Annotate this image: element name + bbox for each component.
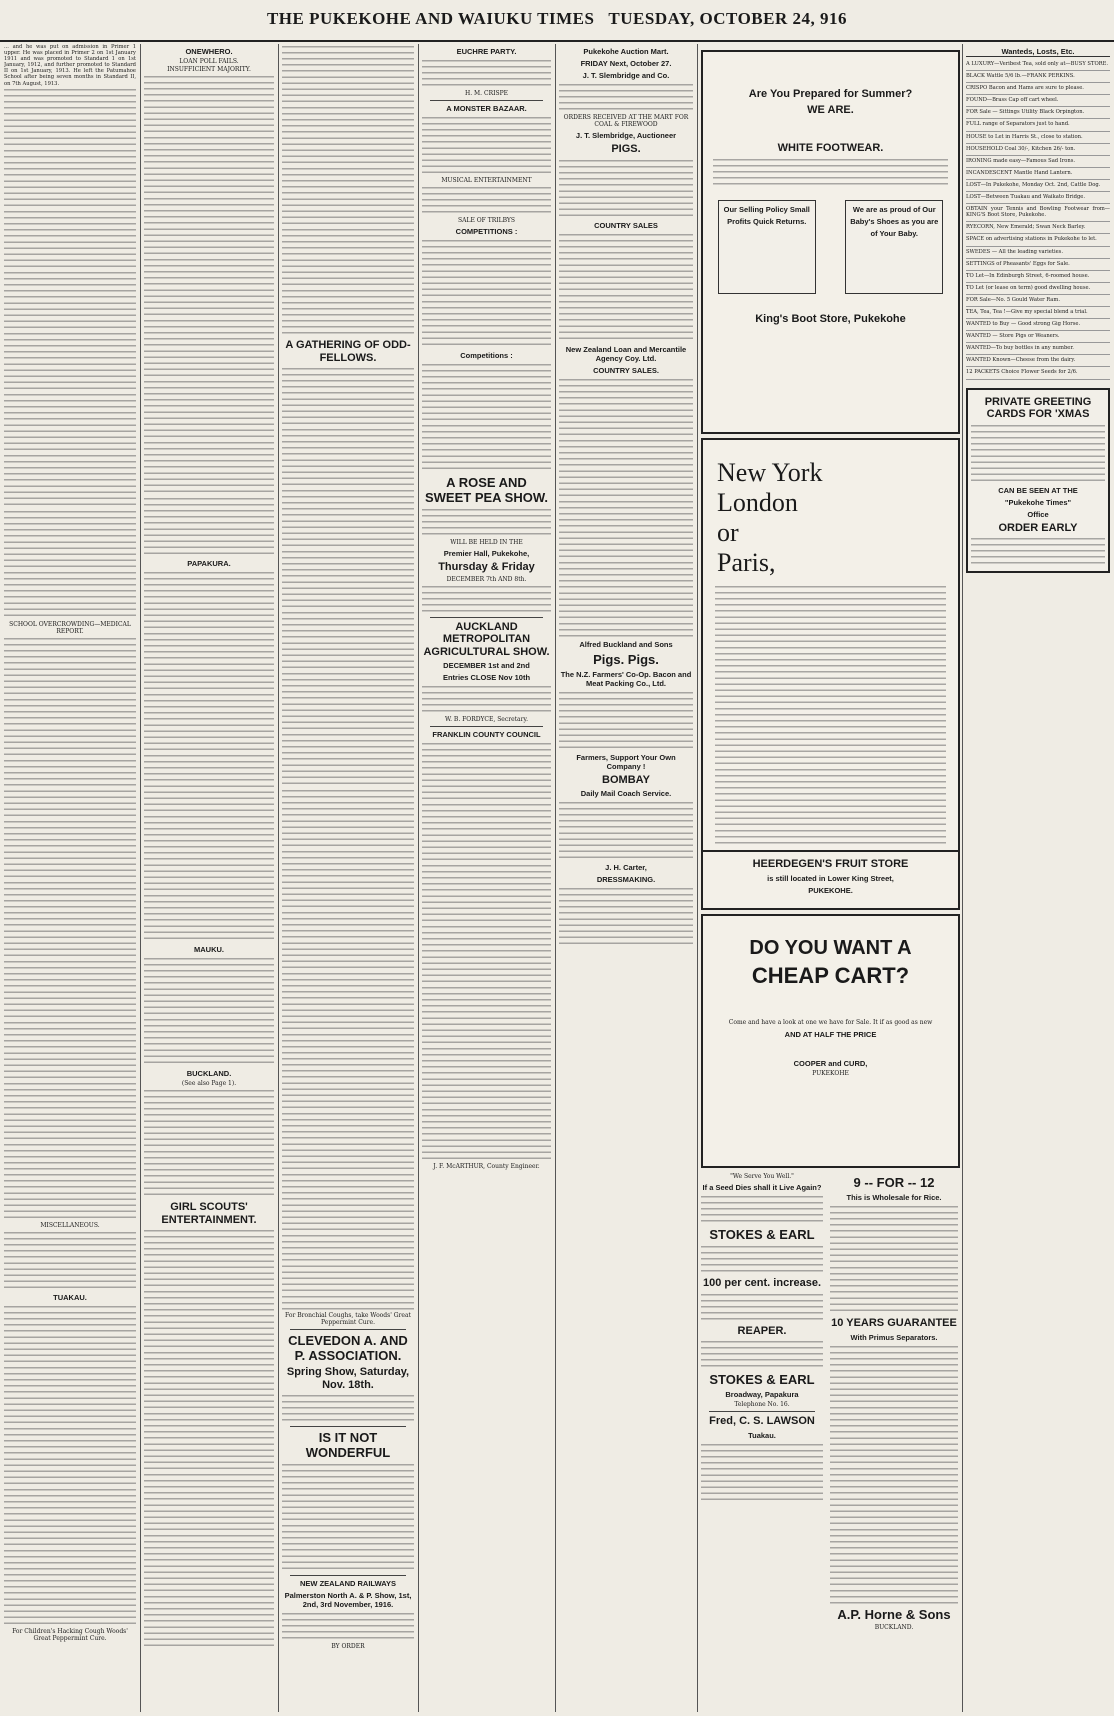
heading-london: London (717, 488, 798, 517)
list-item: WANTED — Store Pigs or Weaners. (966, 331, 1110, 343)
ad-body-lines (559, 690, 693, 750)
ad-subheading: MUSICAL ENTERTAINMENT (441, 177, 532, 184)
wonderful-heading: IS IT NOT WONDERFUL (305, 1430, 391, 1461)
ad-subheading: ORDERS RECEIVED AT THE MART FOR COAL & FIREWOOD (563, 114, 689, 128)
ad-subheading: J. H. Carter, (605, 863, 647, 872)
column-rule (418, 44, 419, 1712)
list-item: HOUSE to Let in Harris St., close to station. (966, 132, 1110, 144)
article-heading: MAUKU. (194, 945, 224, 954)
list-item: 12 PACKETS Choice Flower Seeds for 2/6. (966, 367, 1110, 379)
ad-body-lines (422, 238, 551, 348)
article-body-lines (4, 1160, 136, 1220)
ad-subheading: FRIDAY Next, October 27. (580, 59, 672, 68)
ad-body-lines (559, 82, 693, 112)
article-body-lines (144, 956, 274, 1066)
article-subheading: (See also Page 1). (181, 1080, 237, 1087)
ad-body-lines (559, 886, 693, 946)
ad-body-lines (422, 185, 551, 215)
divider (430, 726, 543, 727)
agricultural-show-heading: AUCKLAND METROPOLITAN AGRICULTURAL SHOW. (423, 620, 550, 658)
wholesale-line: This is Wholesale for Rice. (846, 1193, 942, 1202)
ad-body-lines (422, 584, 551, 614)
article-body-lines (282, 1050, 414, 1310)
selling-policy-box: Our Selling Policy Small Profits Quick Returns. (718, 200, 816, 294)
ad-body-lines (422, 684, 551, 714)
newspaper-title (0, 9, 1114, 29)
ad-subheading: Farmers, Support Your Own Company ! (576, 752, 676, 771)
cart-price: AND AT HALF THE PRICE (784, 1030, 877, 1039)
cough-cure-ad: For Bronchial Coughs, take Woods' Great Peppermint Cure. (285, 1312, 411, 1327)
heerdegen-fruit-store-ad (701, 438, 960, 910)
cough-cure-ad: For Children's Hacking Cough Woods' Great Peppermint Cure. (12, 1627, 128, 1642)
column-5 (559, 44, 693, 1712)
list-item: SWEDES — All the leading varieties. (966, 247, 1110, 259)
article-body-lines (282, 44, 414, 304)
ad-signature: H. M. CRISPE (464, 90, 508, 97)
article-body-lines (144, 74, 274, 494)
list-item: WANTED Known—Cheese from the dairy. (966, 355, 1110, 367)
masthead (0, 0, 1114, 42)
column-rule (555, 44, 556, 1712)
fruit-store-town: PUKEKOHE. (808, 885, 853, 895)
cart-heading-2: CHEAP CART? (751, 963, 910, 988)
masthead-day: TUESDAY, (608, 9, 695, 28)
article-body-lines (4, 1566, 136, 1626)
article-body-lines (144, 832, 274, 942)
cart-town: PUKEKOHE (812, 1070, 849, 1077)
list-item: LOST—In Pukekohe, Monday Oct. 2nd, Cattle Dog. (966, 180, 1110, 192)
wanteds-heading: Wanteds, Losts, Etc. (966, 47, 1110, 57)
ad-heading: EUCHRE PARTY. (456, 47, 517, 56)
ad-subheading: PIGS. (611, 143, 641, 155)
article-subheading: INSUFFICIENT MAJORITY. (167, 66, 251, 73)
railways-signature: BY ORDER (331, 1643, 365, 1651)
xmas-order-early: ORDER EARLY (998, 521, 1078, 534)
ad-subheading: DECEMBER 7th AND 8th. (446, 575, 527, 583)
horne-sons-name: A.P. Horne & Sons (837, 1606, 951, 1622)
list-item: A LUXURY—Veribest Tea, sold only at—BUSY STORE. (966, 59, 1110, 71)
clevedon-title: CLEVEDON A. AND P. ASSOCIATION. (288, 1333, 408, 1364)
kings-boot-store-ad (701, 50, 960, 434)
lawson-town: Tuakau. (748, 1430, 776, 1440)
article-body-lines (144, 1228, 274, 1648)
ad-body-lines (559, 377, 693, 637)
article-body-lines (144, 570, 274, 830)
article-body-lines (4, 1304, 136, 1564)
article-body-lines (282, 366, 414, 786)
store-name: King's Boot Store, Pukekohe (755, 312, 906, 325)
cart-heading-1: DO YOU WANT A (749, 937, 912, 959)
ad-subheading: DECEMBER 1st and 2nd (443, 661, 530, 670)
stokes-earl-ad (701, 1172, 823, 1712)
divider (430, 617, 543, 618)
stokes-increase: 100 per cent. increase. (702, 1277, 821, 1289)
guarantee-heading: 10 YEARS GUARANTEE (831, 1317, 957, 1329)
ad-subheading: BOMBAY (602, 773, 650, 786)
article-body-lines (282, 306, 414, 336)
wanteds-column (966, 44, 1110, 1712)
list-item: TO Let (or lease on term) good dwelling house. (966, 283, 1110, 295)
stokes-question: If a Seed Dies shall it Live Again? (702, 1183, 822, 1192)
tender-body-lines (422, 741, 551, 1161)
cart-seller: COOPER and CURD, (793, 1059, 868, 1068)
ad-subheading: WILL BE HELD IN THE (450, 539, 523, 546)
xmas-heading: PRIVATE GREETING CARDS FOR 'XMAS (984, 395, 1092, 421)
fruit-store-location: is still located in Lower King Street, (767, 873, 894, 883)
stokes-phone: Telephone No. 16. (734, 1401, 790, 1408)
ad-body-lines (701, 1292, 823, 1322)
article-text: ... and he was put on admission in Primer 1 upper. He was placed in Primer 2 on 1st January 1911 and was promoted to Standard 1 on 1st January, 1912, and further promoted to Standard II on 1st January, 1913. He left the Patumahoe School after being seven months in Standard II, on 7th August, 1913. (4, 44, 136, 87)
ad-subheading: The N.Z. Farmers' Co-Op. Bacon and Meat Packing Co., Ltd. (560, 669, 692, 688)
masthead-year: 916 (820, 9, 848, 28)
cart-body: Come and have a look at one we have for Sale. It if as good as new (728, 1019, 933, 1026)
list-item: WANTED to Buy — Good strong Gig Horse. (966, 319, 1110, 331)
article-subheading: MISCELLANEOUS. (40, 1221, 100, 1229)
nine-for-twelve: 9 -- FOR -- 12 (853, 1175, 935, 1190)
council-heading: FRANKLIN COUNTY COUNCIL (432, 730, 541, 739)
ad-body-lines (830, 1344, 958, 1604)
xmas-seen-at: CAN BE SEEN AT THE (998, 485, 1078, 495)
list-item: OBTAIN your Tennis and Bowling Footwear from—KING'S Boot Store, Pukekohe. (966, 204, 1110, 222)
xmas-office-name: "Pukekohe Times" (1004, 497, 1072, 507)
list-item: WANTED—To buy bottles in any number. (966, 343, 1110, 355)
heading-or: or (717, 518, 739, 547)
ad-body-lines (559, 232, 693, 342)
ad-body-lines (422, 58, 551, 88)
divider (290, 1575, 406, 1576)
ad-body-lines (559, 158, 693, 218)
ad-subheading: Competitions : (460, 351, 513, 360)
ad-subheading: COUNTRY SALES (594, 220, 658, 230)
list-item: LOST—Between Tuakau and Waikato Bridge. (966, 192, 1110, 204)
cheap-cart-ad (701, 914, 960, 1168)
stokes-name-2: STOKES & EARL (709, 1372, 815, 1387)
article-heading: A GATHERING OF ODD-FELLOWS. (285, 339, 411, 364)
article-body-lines (4, 1230, 136, 1290)
list-item: TO Let—In Edinburgh Street, 6-roomed house. (966, 271, 1110, 283)
heading-paris: Paris, (717, 548, 776, 577)
article-body-lines (4, 636, 136, 896)
ad-subheading: COUNTRY SALES. (593, 365, 659, 375)
ad-body-lines (559, 800, 693, 860)
ad-body-lines (422, 507, 551, 537)
divider (290, 1426, 406, 1427)
summer-answer: WE ARE. (807, 103, 854, 116)
list-item: RYECORN, New Emerald; Swan Neck Barley. (966, 222, 1110, 234)
ad-subheading: J. T. Slembridge and Co. (582, 71, 670, 80)
article-subheading: LOAN POLL FAILS. (179, 58, 239, 65)
baby-shoes-box: We are as proud of Our Baby's Shoes as you are of Your Baby. (845, 200, 943, 294)
column-1 (4, 44, 136, 1712)
article-body-lines (282, 788, 414, 1048)
divider (709, 1411, 815, 1412)
ad-body-lines (971, 423, 1105, 483)
list-item: TEA, Tea, Tea !—Give my special blend a trial. (966, 307, 1110, 319)
pigs-heading: Pigs. Pigs. (593, 651, 659, 667)
list-item: FOUND—Brass Cap off cart wheel. (966, 95, 1110, 107)
masthead-title: THE PUKEKOHE AND WAIUKU TIMES (266, 9, 595, 28)
article-heading: ONEWHERO. (185, 47, 233, 56)
list-item: FOR Sale — Sittings Utility Black Orpington. (966, 107, 1110, 119)
fruit-store-name: HEERDEGEN'S FRUIT STORE (703, 850, 958, 871)
ad-subheading: J. T. Slembridge, Auctioneer (575, 131, 677, 140)
column-3 (282, 44, 414, 1712)
article-heading: PAPAKURA. (187, 559, 231, 568)
ad-body-lines (701, 1339, 823, 1369)
rose-show-heading: A ROSE AND SWEET PEA SHOW. (424, 475, 549, 505)
list-item: IRONING made easy—Famous Sad Irons. (966, 156, 1110, 168)
column-rule (962, 44, 963, 1712)
article-subheading: SCHOOL OVERCROWDING—MEDICAL REPORT. (9, 620, 131, 635)
masthead-date: OCTOBER 24, (699, 9, 816, 28)
ad-subheading: Alfred Buckland and Sons (579, 639, 673, 649)
column-rule (140, 44, 141, 1712)
article-heading: TUAKAU. (53, 1292, 87, 1302)
list-item: HOUSEHOLD Coal 30/-, Kitchen 26/- ton. (966, 144, 1110, 156)
xmas-office: Office (1027, 509, 1049, 519)
article-body-lines (282, 1462, 414, 1572)
ad-subheading: Entries CLOSE Nov 10th (442, 673, 531, 682)
article-body-lines (4, 87, 136, 507)
lawson-name: Fred, C. S. LAWSON (709, 1415, 815, 1427)
white-footwear: WHITE FOOTWEAR. (777, 142, 884, 154)
divider (290, 1329, 406, 1330)
list-item: BLACK Wattle 5/6 lb.—FRANK PERKINS. (966, 71, 1110, 83)
ad-body-lines (971, 536, 1105, 566)
list-item: FOR Sale—No. 5 Gould Water Ram. (966, 295, 1110, 307)
article-body-lines (4, 509, 136, 619)
article-body-lines (144, 1088, 274, 1198)
ad-body-lines (713, 157, 948, 187)
column-4 (422, 44, 551, 1712)
divider (430, 100, 543, 101)
ad-subheading: Daily Mail Coach Service. (580, 789, 672, 798)
xmas-cards-ad (966, 388, 1110, 574)
ad-subheading: SALE OF TRILBYS (458, 217, 515, 224)
stokes-name: STOKES & EARL (709, 1227, 815, 1242)
article-body-lines (4, 898, 136, 1158)
clevedon-show: Spring Show, Saturday, Nov. 18th. (286, 1366, 410, 1391)
stokes-reaper: REAPER. (737, 1324, 787, 1337)
separators-line: With Primus Separators. (850, 1332, 938, 1342)
railways-heading: NEW ZEALAND RAILWAYS (300, 1579, 396, 1589)
stokes-slogan: "We Serve You Well." (730, 1173, 794, 1180)
article-heading: BUCKLAND. (186, 1069, 232, 1078)
article-body-lines (144, 496, 274, 556)
heading-new-york: New York (717, 458, 823, 487)
article-body-lines (282, 1611, 414, 1641)
ad-subheading: DRESSMAKING. (596, 875, 656, 884)
ad-body-lines (422, 115, 551, 175)
column-2 (144, 44, 274, 1712)
list-item: INCANDESCENT Mantle Hand Lantern. (966, 168, 1110, 180)
article-body-lines (282, 1393, 414, 1423)
column-rule (697, 44, 698, 1712)
ad-signature: J. F. McARTHUR, County Engineer. (433, 1163, 540, 1170)
ad-body-lines (830, 1204, 958, 1314)
ad-signature: W. B. FORDYCE, Secretary. (444, 716, 528, 723)
summer-question: Are You Prepared for Summer? (748, 88, 913, 100)
ad-body-lines (701, 1194, 823, 1224)
ad-body-lines (701, 1244, 823, 1274)
railways-show: Palmerston North A. & P. Show, 1st, 2nd, 3rd November, 1916. (284, 1591, 412, 1610)
ad-body-lines (422, 362, 551, 472)
ad-heading: Pukekohe Auction Mart. (583, 47, 669, 56)
ad-subheading: Thursday & Friday (438, 561, 535, 573)
ad-subheading: Premier Hall, Pukekohe, (443, 549, 530, 558)
ad-body-lines (715, 584, 946, 844)
ad-body-lines (701, 1442, 823, 1502)
ad-subheading: COMPETITIONS : (455, 227, 518, 236)
column-rule (278, 44, 279, 1712)
ad-subheading: New Zealand Loan and Mercantile Agency Coy. Ltd. (565, 344, 687, 363)
list-item: CRISPO Bacon and Hams are sure to please. (966, 83, 1110, 95)
stokes-address: Broadway, Papakura (725, 1390, 799, 1399)
horne-sons-town: BUCKLAND. (874, 1623, 914, 1631)
list-item: SPACE on advertising stations in Pukekohe to let. (966, 234, 1110, 246)
article-heading: GIRL SCOUTS' ENTERTAINMENT. (161, 1201, 257, 1226)
list-item: SETTINGS of Pheasants' Eggs for Sale. (966, 259, 1110, 271)
list-item: FULL range of Separators just to hand. (966, 119, 1110, 131)
ad-heading: A MONSTER BAZAAR. (446, 104, 527, 113)
horne-sons-ad (830, 1172, 958, 1712)
